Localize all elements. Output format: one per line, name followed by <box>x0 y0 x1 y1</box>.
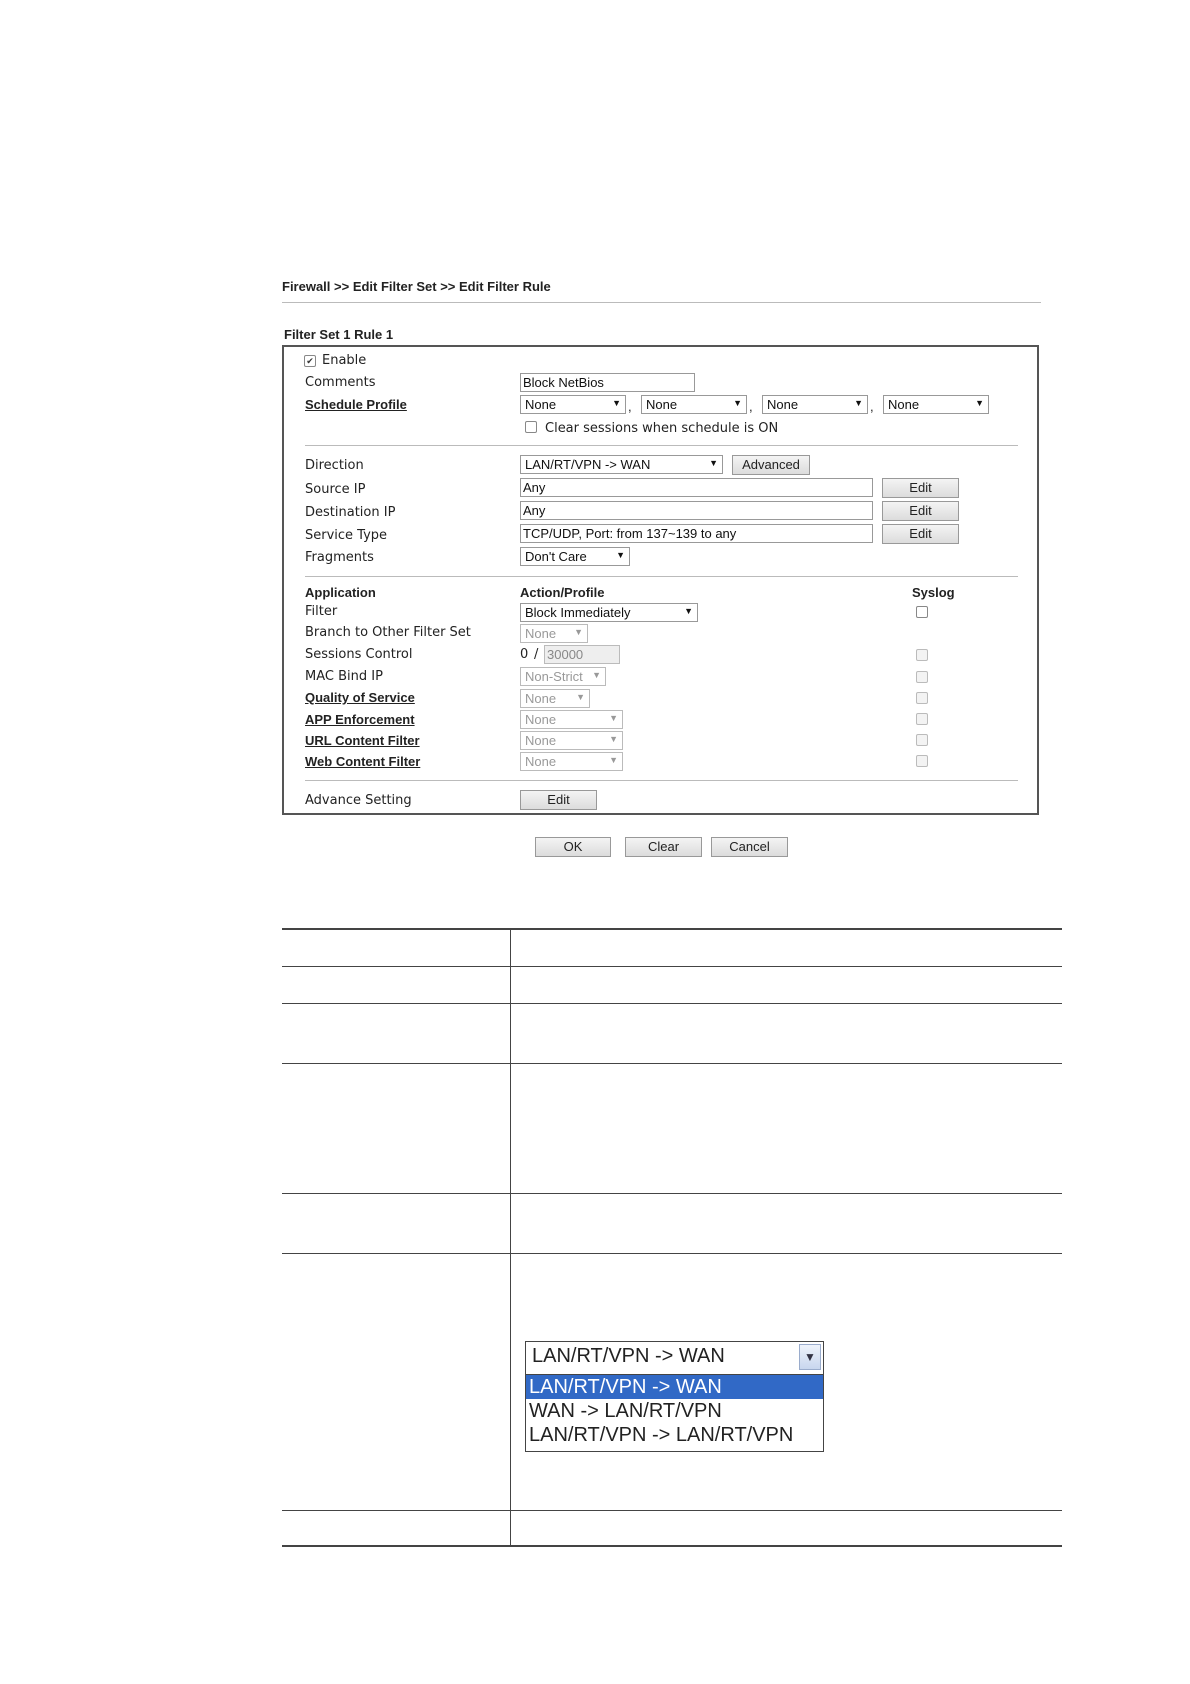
action-profile-column-header: Action/Profile <box>520 585 605 600</box>
direction-dropdown-list <box>526 1374 823 1452</box>
qos-select[interactable]: None ▼ <box>520 689 590 708</box>
direction-option[interactable]: LAN/RT/VPN -> LAN/RT/VPN <box>529 1424 794 1446</box>
schedule-profile-select-1[interactable]: None ▼ <box>520 395 626 414</box>
separator: , <box>870 399 874 414</box>
separator: , <box>628 399 632 414</box>
service-type-label: Service Type <box>305 528 388 543</box>
qos-syslog-checkbox[interactable] <box>916 692 928 704</box>
schedule-profile-select-4[interactable]: None ▼ <box>883 395 989 414</box>
dropdown-arrow-icon: ▼ <box>975 398 984 408</box>
mac-bind-ip-select[interactable]: Non-Strict ▼ <box>520 667 606 686</box>
service-type-edit-button[interactable]: Edit <box>882 524 959 544</box>
comments-label: Comments <box>305 375 376 390</box>
dropdown-arrow-icon: ▼ <box>684 606 693 616</box>
comments-input[interactable] <box>520 373 695 392</box>
dropdown-arrow-icon: ▼ <box>592 670 601 680</box>
branch-label: Branch to Other Filter Set <box>305 625 471 640</box>
cancel-button[interactable]: Cancel <box>711 837 788 857</box>
dropdown-arrow-icon: ▼ <box>709 458 718 468</box>
check-mark-icon: ✔ <box>306 356 314 366</box>
chevron-down-icon[interactable]: ▼ <box>799 1344 821 1370</box>
section-divider <box>305 576 1018 577</box>
table-column-rule <box>510 930 511 1545</box>
advance-setting-edit-button[interactable]: Edit <box>520 790 597 810</box>
sessions-slash: / <box>534 647 539 662</box>
destination-ip-label: Destination IP <box>305 505 396 520</box>
dropdown-arrow-icon: ▼ <box>616 550 625 560</box>
section-divider <box>305 780 1018 781</box>
schedule-profile-link[interactable]: Schedule Profile <box>305 397 407 412</box>
table-bottom-rule <box>282 1545 1062 1547</box>
filter-action-select[interactable]: Block Immediately ▼ <box>520 603 698 622</box>
web-content-filter-select[interactable]: None ▼ <box>520 752 623 771</box>
app-enforcement-select[interactable]: None ▼ <box>520 710 623 729</box>
web-filter-syslog-checkbox[interactable] <box>916 755 928 767</box>
table-row-rule <box>282 1063 1062 1064</box>
app-enforcement-syslog-checkbox[interactable] <box>916 713 928 725</box>
dropdown-arrow-icon: ▼ <box>733 398 742 408</box>
filter-syslog-checkbox[interactable] <box>916 606 928 618</box>
schedule-profile-select-3[interactable]: None ▼ <box>762 395 868 414</box>
advance-setting-label: Advance Setting <box>305 793 412 808</box>
mac-bind-syslog-checkbox[interactable] <box>916 671 928 683</box>
advanced-button[interactable]: Advanced <box>732 455 810 475</box>
dropdown-arrow-icon: ▼ <box>576 692 585 702</box>
quality-of-service-link[interactable]: Quality of Service <box>305 690 415 705</box>
source-ip-input[interactable] <box>520 478 873 497</box>
fragments-select[interactable]: Don't Care ▼ <box>520 547 630 566</box>
clear-button[interactable]: Clear <box>625 837 702 857</box>
dropdown-arrow-icon: ▼ <box>574 627 583 637</box>
direction-option[interactable]: LAN/RT/VPN -> WAN <box>526 1375 823 1399</box>
breadcrumb: Firewall >> Edit Filter Set >> Edit Filter Rule <box>282 279 551 294</box>
syslog-column-header: Syslog <box>912 585 955 600</box>
direction-select[interactable]: LAN/RT/VPN -> WAN ▼ <box>520 455 723 474</box>
dropdown-arrow-icon: ▼ <box>609 734 618 744</box>
sessions-syslog-checkbox[interactable] <box>916 649 928 661</box>
dropdown-arrow-icon: ▼ <box>854 398 863 408</box>
sessions-current: 0 <box>520 647 529 662</box>
app-enforcement-link[interactable]: APP Enforcement <box>305 712 415 727</box>
breadcrumb-divider <box>282 302 1041 303</box>
ok-button[interactable]: OK <box>535 837 611 857</box>
mac-bind-ip-label: MAC Bind IP <box>305 669 383 684</box>
destination-ip-input[interactable] <box>520 501 873 520</box>
fragments-label: Fragments <box>305 550 374 565</box>
clear-sessions-checkbox[interactable] <box>525 421 537 433</box>
source-ip-label: Source IP <box>305 482 366 497</box>
table-row-rule <box>282 966 1062 967</box>
web-content-filter-link[interactable]: Web Content Filter <box>305 754 421 769</box>
dropdown-arrow-icon: ▼ <box>609 755 618 765</box>
application-column-header: Application <box>305 585 376 600</box>
direction-dropdown-expanded[interactable] <box>525 1341 824 1452</box>
destination-ip-edit-button[interactable]: Edit <box>882 501 959 521</box>
clear-sessions-label: Clear sessions when schedule is ON <box>545 421 779 436</box>
branch-select[interactable]: None ▼ <box>520 624 588 643</box>
sessions-max-input[interactable] <box>544 645 620 664</box>
filter-set-title: Filter Set 1 Rule 1 <box>284 327 394 342</box>
schedule-profile-select-2[interactable]: None ▼ <box>641 395 747 414</box>
url-content-filter-select[interactable]: None ▼ <box>520 731 623 750</box>
table-row-rule <box>282 1193 1062 1194</box>
table-row-rule <box>282 1253 1062 1254</box>
direction-option[interactable]: WAN -> LAN/RT/VPN <box>529 1400 722 1422</box>
source-ip-edit-button[interactable]: Edit <box>882 478 959 498</box>
url-content-filter-link[interactable]: URL Content Filter <box>305 733 420 748</box>
url-filter-syslog-checkbox[interactable] <box>916 734 928 746</box>
sessions-control-label: Sessions Control <box>305 647 413 662</box>
table-row-rule <box>282 1003 1062 1004</box>
enable-label: Enable <box>322 353 367 368</box>
table-top-rule <box>282 928 1062 930</box>
direction-dropdown-selected[interactable]: LAN/RT/VPN -> WAN <box>532 1345 725 1367</box>
table-row-rule <box>282 1510 1062 1511</box>
direction-label: Direction <box>305 458 364 473</box>
section-divider <box>305 445 1018 446</box>
separator: , <box>749 399 753 414</box>
service-type-input[interactable] <box>520 524 873 543</box>
dropdown-arrow-icon: ▼ <box>609 713 618 723</box>
dropdown-arrow-icon: ▼ <box>612 398 621 408</box>
filter-label: Filter <box>305 604 338 619</box>
enable-checkbox[interactable] <box>304 355 316 367</box>
